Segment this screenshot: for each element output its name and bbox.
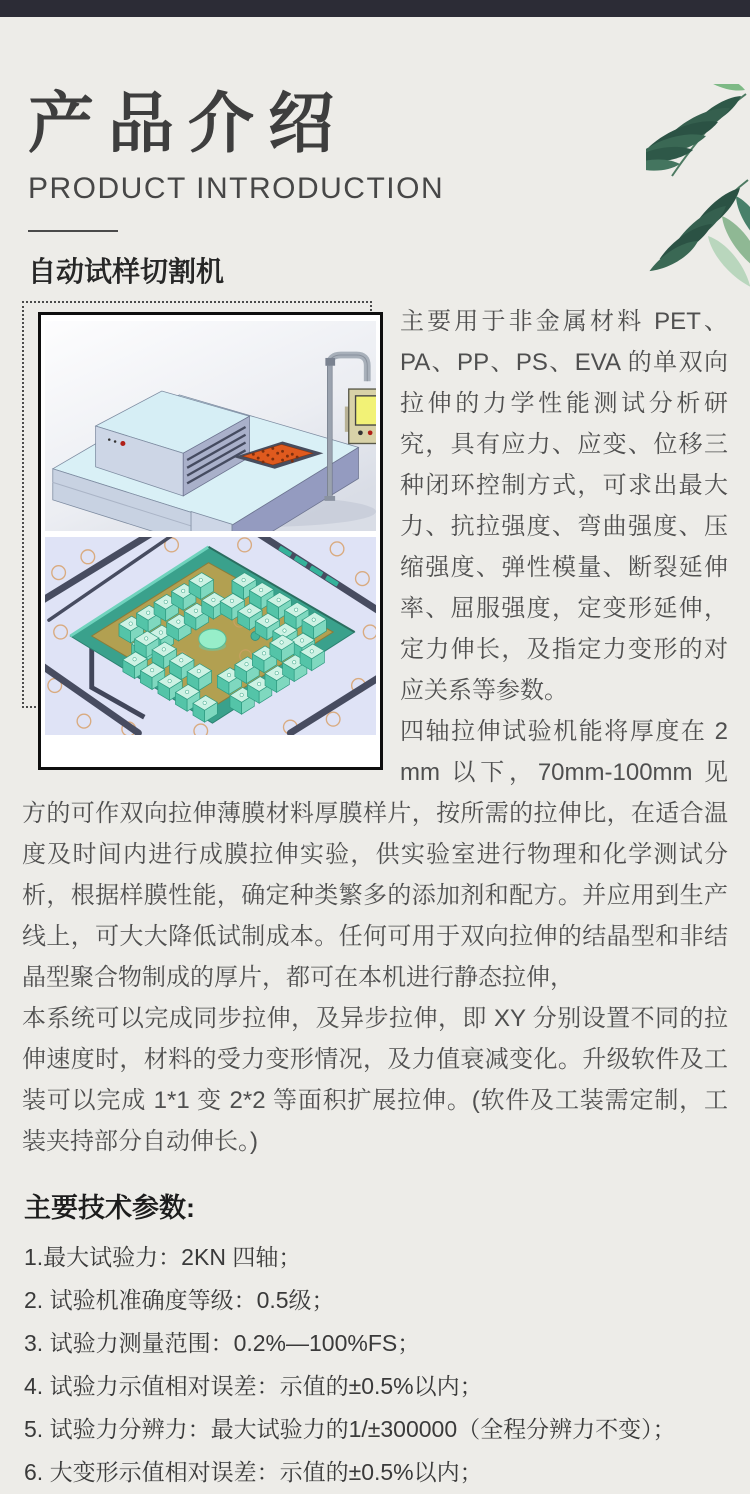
stretching-fixture-image [45, 537, 376, 735]
dotted-frame-left [22, 301, 24, 708]
page-title: 产品介绍 [28, 86, 348, 160]
technical-parameters-section [24, 1192, 726, 1494]
specs-heading: 主要技术参数: [24, 1193, 195, 1223]
spec-item: 2. 试验机准确度等级：0.5级； [24, 1287, 335, 1313]
intro-paragraph-3: 本系统可以完成同步拉伸，及异步拉伸，即 XY 分别设置不同的拉伸速度时，材料的受力变形情况，及力值衰减变化。升级软件及工装可以完成 1*1 变 2*2 等面积扩展拉伸。(软件及工装需定制，工装夹持部分自动伸长。) [22, 1005, 728, 1155]
top-dark-bar [0, 0, 750, 17]
intro-paragraph-2: 四轴拉伸试验机能将厚度在 2 mm 以下，70mm-100mm 见方的可作双向拉伸薄膜材料厚膜样片，按所需的拉伸比，在适合温度及时间内进行成膜拉伸实验，供实验室进行物理和化学测试分析，根据样膜性能，确定种类繁多的添加剂和配方。并应用到生产线上，可大大降低试制成本。任何可用于双向拉伸的结晶型和非结晶型聚合物制成的厚片，都可在本机进行静态拉伸， [22, 718, 728, 991]
page-subtitle: PRODUCT INTRODUCTION [28, 172, 445, 205]
spec-item: 4. 试验力示值相对误差：示值的±0.5%以内； [24, 1373, 483, 1399]
product-description [22, 301, 728, 1162]
spec-item: 6. 大变形示值相对误差：示值的±0.5%以内； [24, 1459, 483, 1485]
machine-3d-render-image [45, 321, 376, 531]
spec-item: 1.最大试验力：2KN 四轴； [24, 1244, 302, 1270]
page-header [0, 0, 750, 206]
dotted-frame-top [22, 301, 372, 303]
spec-item: 3. 试验力测量范围：0.2%—100%FS； [24, 1330, 421, 1356]
product-image-panel [22, 301, 386, 771]
product-name-heading: 自动试样切割机 [28, 256, 225, 287]
intro-paragraph-1: 主要用于非金属材料 PET、PA、PP、PS、EVA 的单双向拉伸的力学性能测试分析研究，具有应力、应变、位移三种闭环控制方式，可求出最大力、抗拉强度、弯曲强度、压缩强度、弹性模量、断裂延伸率、屈服强度，定变形延伸，定力伸长，及指定力变形的对应关系等参数。 [400, 308, 728, 704]
title-divider [28, 230, 118, 232]
product-image-box [38, 312, 383, 770]
spec-item: 5. 试验力分辨力：最大试验力的1/±300000（全程分辨力不变）； [24, 1416, 676, 1442]
